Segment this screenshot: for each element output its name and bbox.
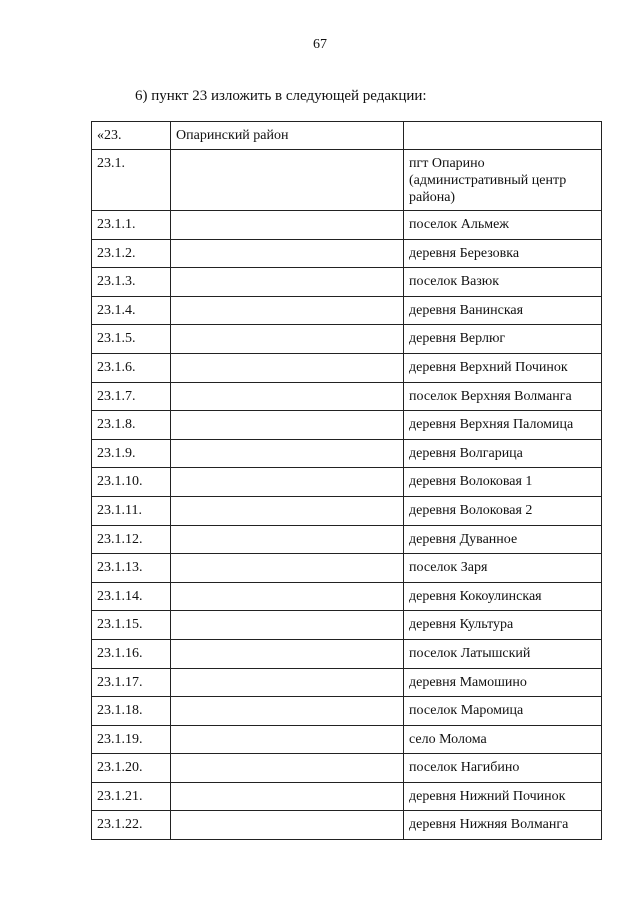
row-district-cell [171,150,404,211]
row-number-cell: 23.1.12. [92,525,171,554]
row-place-cell: деревня Волоковая 1 [404,468,602,497]
table-row [92,782,602,811]
row-district-cell [171,782,404,811]
row-number-cell: 23.1.2. [92,239,171,268]
row-number-cell: 23.1.22. [92,811,171,840]
row-place-cell: деревня Верлюг [404,325,602,354]
row-district-cell [171,668,404,697]
row-district-cell [171,554,404,583]
row-place-cell: поселок Маромица [404,697,602,726]
header-num: «23. [92,122,171,150]
row-district-cell [171,353,404,382]
row-district-cell [171,525,404,554]
row-district-cell [171,496,404,525]
row-district-cell [171,211,404,240]
table-row [92,296,602,325]
row-place-cell: деревня Волоковая 2 [404,496,602,525]
intro-text: 6) пункт 23 изложить в следующей редакции: [135,88,427,104]
row-number-cell: 23.1.14. [92,582,171,611]
row-number-cell: 23.1. [92,150,171,211]
table-row [92,268,602,297]
row-district-cell [171,611,404,640]
table-row [92,353,602,382]
row-district-cell [171,411,404,440]
row-place-cell: поселок Заря [404,554,602,583]
row-district-cell [171,239,404,268]
row-place-cell: деревня Нижняя Волманга [404,811,602,840]
header-district: Опаринский район [171,122,404,150]
row-number-cell: 23.1.10. [92,468,171,497]
row-place-cell: деревня Ванинская [404,296,602,325]
row-district-cell [171,639,404,668]
row-place-cell: поселок Нагибино [404,754,602,783]
table-row [92,150,602,211]
table-row [92,639,602,668]
row-place-cell: село Молома [404,725,602,754]
row-number-cell: 23.1.20. [92,754,171,783]
table-row [92,239,602,268]
row-place-cell: поселок Вазюк [404,268,602,297]
row-district-cell [171,811,404,840]
row-place-cell: деревня Березовка [404,239,602,268]
row-number-cell: 23.1.7. [92,382,171,411]
table-row [92,554,602,583]
row-number-cell: 23.1.1. [92,211,171,240]
row-district-cell [171,325,404,354]
row-place-cell: поселок Альмеж [404,211,602,240]
table-row [92,382,602,411]
row-district-cell [171,697,404,726]
row-number-cell: 23.1.8. [92,411,171,440]
row-district-cell [171,382,404,411]
settlements-table [91,121,602,840]
table-row [92,525,602,554]
table-row [92,725,602,754]
row-number-cell: 23.1.6. [92,353,171,382]
page-number: 67 [313,37,327,52]
row-place-cell: деревня Волгарица [404,439,602,468]
row-place-cell: поселок Верхняя Волманга [404,382,602,411]
row-district-cell [171,754,404,783]
row-number-cell: 23.1.5. [92,325,171,354]
row-place-cell: деревня Кокоулинская [404,582,602,611]
row-place-cell: деревня Дуванное [404,525,602,554]
row-number-cell: 23.1.13. [92,554,171,583]
header-place [404,122,602,150]
row-number-cell: 23.1.21. [92,782,171,811]
row-number-cell: 23.1.4. [92,296,171,325]
row-number-cell: 23.1.3. [92,268,171,297]
table-row [92,325,602,354]
row-place-cell: деревня Верхняя Паломица [404,411,602,440]
row-number-cell: 23.1.19. [92,725,171,754]
table-row [92,411,602,440]
row-district-cell [171,296,404,325]
row-place-cell: поселок Латышский [404,639,602,668]
table-row [92,697,602,726]
table-header-row [92,122,602,150]
table-row [92,811,602,840]
row-number-cell: 23.1.9. [92,439,171,468]
row-number-cell: 23.1.17. [92,668,171,697]
table-row [92,439,602,468]
row-place-cell: деревня Мамошино [404,668,602,697]
row-place-cell: пгт Опарино (административный центр района) [404,150,602,211]
table-row [92,468,602,497]
row-number-cell: 23.1.11. [92,496,171,525]
row-place-cell: деревня Нижний Починок [404,782,602,811]
row-district-cell [171,468,404,497]
row-district-cell [171,439,404,468]
row-number-cell: 23.1.16. [92,639,171,668]
row-place-cell: деревня Верхний Починок [404,353,602,382]
table-row [92,496,602,525]
row-district-cell [171,725,404,754]
table-row [92,582,602,611]
row-place-cell: деревня Культура [404,611,602,640]
row-district-cell [171,582,404,611]
table-row [92,611,602,640]
table-row [92,668,602,697]
row-number-cell: 23.1.18. [92,697,171,726]
table-row [92,211,602,240]
table-row [92,754,602,783]
row-number-cell: 23.1.15. [92,611,171,640]
row-district-cell [171,268,404,297]
